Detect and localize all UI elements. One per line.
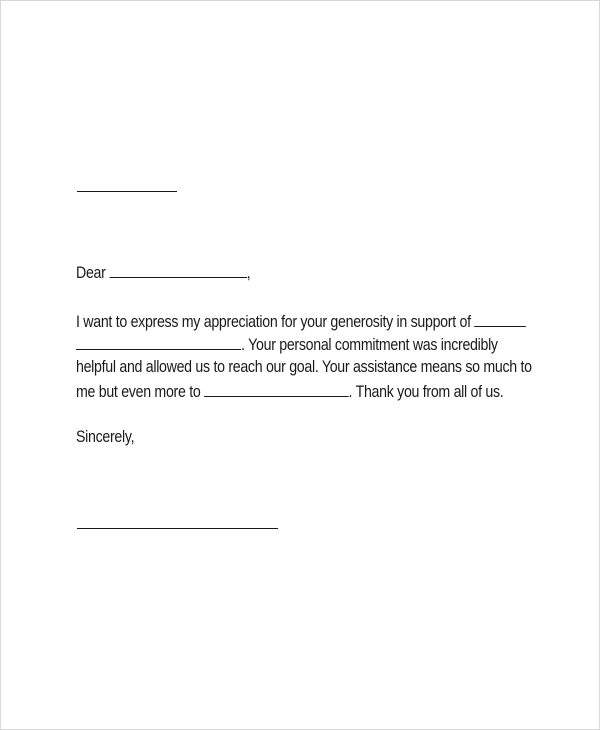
body-text-1: I want to express my appreciation for your generosity in support of: [76, 313, 471, 331]
recipient-name-blank: [109, 263, 247, 278]
beneficiary-blank: [204, 382, 348, 397]
body-line-4: [76, 382, 503, 402]
salutation-line: [76, 263, 250, 283]
date-blank-line: [77, 191, 177, 192]
body-line-2: [76, 335, 498, 355]
closing-line: [76, 428, 134, 447]
body-line-1: [76, 312, 526, 332]
signature-blank-line: [77, 528, 278, 529]
cause-blank-part-2: [76, 335, 241, 350]
body-text-4a: me but even more to: [76, 383, 201, 401]
salutation-comma: ,: [246, 264, 251, 282]
body-text-3: helpful and allowed us to reach our goal. Your assistance means so much to: [76, 358, 532, 376]
salutation-text: Dear: [76, 264, 106, 282]
body-text-4b: . Thank you from all of us.: [348, 383, 504, 401]
body-line-3: [76, 358, 532, 377]
body-text-2: . Your personal commitment was incredibly: [241, 336, 498, 354]
cause-blank-part-1: [474, 312, 526, 327]
closing-text: Sincerely,: [76, 428, 135, 446]
